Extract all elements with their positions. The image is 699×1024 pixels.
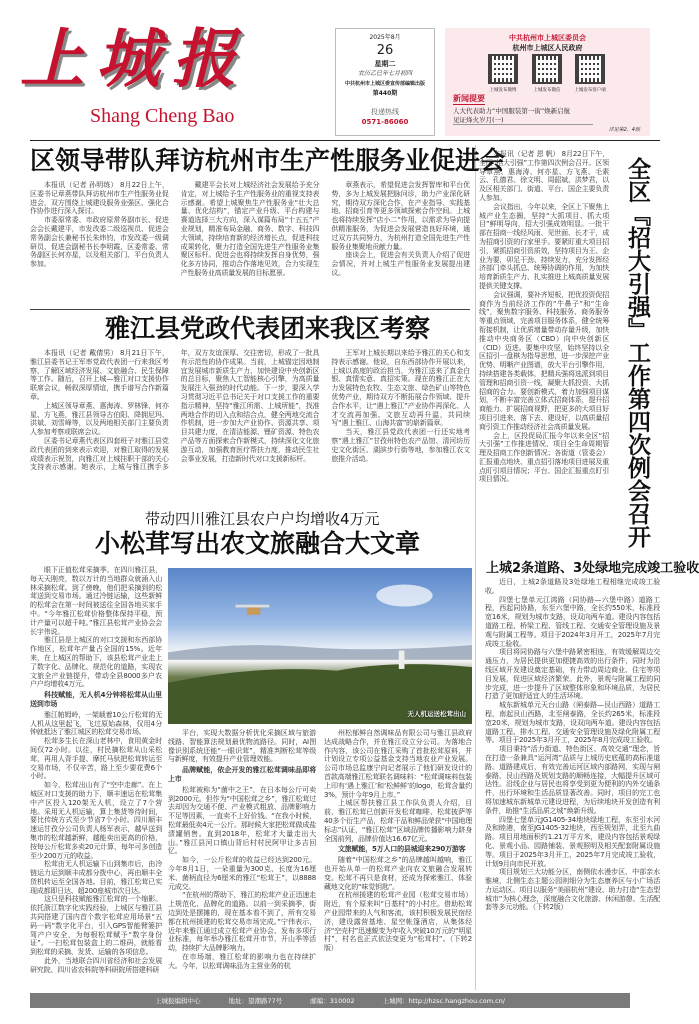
paragraph: 戴建平会长对上城经济社会发展给予充分肯定，对上城给予生产性服务业的重视支持表示感谢。希望上城聚焦生产性服务业“壮大总量、优化结构”，锚定产业升级、平台构建与赛道选择三大方向，深入谋篇布局“十五五”产业规划，精准布局金融、商务、数字、科技四大领域，持续培育新的经济增长点，促进科技成果转化，聚力打造全国先进生产性服务业集聚区标杆。促进会也将持续发挥自身优势，强化多方协同，推动合作落地见效，合力实现生产性服务业高质量发展的目标愿景。 [180,181,320,277]
divider [453,124,593,125]
see-pages-note: 详见第2、4版 [608,127,640,133]
issue-date: 2025年8月 [369,34,401,41]
issue-day: 26 [376,43,394,58]
kicker-a5: 带动四川雅江县农户户均增收4万元 [145,510,380,528]
paragraph: 上城区帮扶雅江县工作队负责人介绍，目前，雅江松茸已创新开发松茸咖啡、松茸披萨等40多个衍生产品，松茸干品和鲜品荣获“中国地理标志”认证，“雅江松茸”区域品牌传播影响力跻身全国前列，品牌价值达16.67亿元。 [324,799,472,843]
masthead-title: 上城报 [20,22,248,97]
paragraph: 在杭州援建的松茸产业园（松茸交易市场）附近，有个原来叫“日基村”的小村庄。借助松茸产业园带来的人气和客流，该村积极发展民宿经济，建设露营基地、星空帐篷酒店，从集体经济“空壳村”迅速蜕变为年收入突破10万元的“明星村”，村名也正式依法变更为“松茸村”。（下转2版） [324,891,472,953]
paragraph: 市委原常委、市政府原常务副市长、促进会会长戴建平，市发改委二级巡视员、促进会常务副会长兼秘书长朱炜钧，市发改委一级调研员、促进会副秘书长李明霞，区委常委、常务副区长何亦星，以及相关部门、平台负责人参加。 [30,216,169,269]
paragraph: 王军对上城长期以来给予雅江的关心和支持表示感谢。他说，自东西部协作开展以来，上城以高度的政治担当，为雅江送来了真金白银、真情实意、真招实策。现在的雅江正在大力发展特色农牧、生态文旅、绿色矿山等特色优势产业，期待双方不断拓展合作领域、提升合作水平，让“遇上雅江”产业协作再深化、人才交流再加强、文旅互动再升温，共同续写“遇上雅江、山海共富”的崭新篇章。 [331,349,470,428]
publisher: 中共杭州市上城区委宣传部编辑出版 [344,81,425,87]
news-brief-item[interactable]: 见证烽火岁月(一) [453,116,504,124]
qr-code-icon[interactable] [575,54,605,84]
paragraph: 本报讯（记者 恩 帆） 8月22日下午，全区“招大引强”工作第四次例会召开。区领导章燕、惠海涛、何亦星、方飞燕、毛素云、孔德君、徐文明、周韶斌、洪梦君，以及区相关部门、街道、平台、国企主要负责人参加。 [479,150,609,202]
paragraph: 松茸由无人机运输下山到集市后，由冷链运力运到顺丰成都分拨中心，再由顺丰全货机转运至全国各地。目前，雅江松茸已实现成都即日达、超200座城市次日达。 [30,860,162,895]
footer-bar [30,993,630,1008]
hotline-number: 0571-86060 [361,118,409,126]
headline-a5: 小松茸写出农文旅融合大文章 [95,529,421,558]
footer-address: 地址：望潮路77号 [228,997,283,1005]
headline-a2: 雅江县党政代表团来我区考察 [105,314,431,343]
masthead-logo [20,20,250,130]
article-a1-body [30,181,470,307]
paragraph: 松茸多生长在深山老林中，食用黄金时间仅72小时。以往，村民摘松茸从山采松茸，再用人背手提、摩托马驮把松茸转运至交易市场，不仅辛苦，路上至少要花费6个小时。 [30,737,162,781]
subheading: 品牌赋能，依企开发的雅江松茸调味品即将上市 [168,766,316,783]
drone-landscape-image [168,568,472,724]
paragraph: 本报讯（记者 戴倩男） 8月21日下午，雅江县委书记王军率党政代表团一行来我区考察，了解区域经济发展、文旅融合、民生保障等工作。随后，召开上城—雅江对口支援协作联席会议，畅叙深厚情谊，携手谱写合作新篇章。 [30,349,169,401]
headline-a3: 全区『招大引强』工作第四次例会召开 [624,157,650,548]
article-a5-col-b [168,729,316,971]
photo-caption: 无人机运送松茸出山 [407,710,466,718]
issue-weekday: 星期二 [374,60,396,68]
masthead-pinyin: Shang Cheng Bao [90,105,235,127]
paragraph: 项目将同协路与六堡中路紧密相连，有效缓解周边交通压力，为居民提供更加便捷高效的出行条件，同时为沿线区域开发建设奠定基础，有力带动周边商业、住宅等项目发展，促进区域经济繁荣。此外，景观与附属工程的同步完成，进一步提升了区域整体形象和环境品质，为居民打造了更加舒适宜人的生活环境。 [485,648,660,701]
paragraph: 四堡七堡单元JG1405-34地块绿地工程，东至引水河及和睦港，南至JG1405-32地块，西至规划弄，北至九曲路。项目用地面积约1.21万平方米，建设内容包括景观绿化、景观小品、园路铺装、景观照明及相关配套附属设施等。项目于2025年3月开工，2025年7月完成竣工验收，计划9月向市民开放。 [485,815,660,868]
paragraph: 近日，上城2条道路及3处绿地工程相继完成竣工验收。 [485,578,660,595]
sponsor-line-1: 中共杭州市上城区委员会 [509,34,586,42]
paragraph: 眼下正值松茸采摘季。在四川雅江县，每天天刚亮，数以万计的当地群众就涌入山林采摘松茸。到了傍晚，他们把采摘到的松茸送到交易市场。通过冷链运输，这些新鲜的松茸会在第一时间被送往全国各地买家手中。“今年雅江松茸价格整体保持平稳，预计产量可以超千吨。”雅江县松茸产业协会会长宇伟说。 [30,566,162,636]
sponsor-line-2: 杭州市上城区人民政府 [512,44,583,52]
headline-a1: 区领导带队拜访杭州市生产性服务业促进会 [30,146,506,175]
paragraph: 上城区领导章燕、惠海涛、罗林锋、何亦星、方飞燕，雅江县领导古伯阳、降拥尼玛、洪斌、刘雪峰等，以及两地相关部门主要负责人参加考察或联席会议。 [30,401,169,437]
headline-a4: 上城2条道路、3处绿地完成竣工验收 [486,561,699,576]
article-a2-body [30,349,470,505]
news-brief-item[interactable]: 人大代表助力“中国服装第一街”焕新启航 [453,107,571,115]
article-a3-body [479,150,609,484]
paragraph: 会上，区投促局汇报今年以来全区“招大引强”工作推进情况、项目全生命周期管理及招商工作创新情况；各街道（管委会）汇报重点地块、重点招引落地项目进展及重点盯引项目情况；平台、国企汇报重点盯引项目情况。 [479,431,609,484]
paragraph: 如今，一公斤松茸的收益已经达到200元。今年8月1日，一朵重量为300克、长度为16厘米、菌柄直径为6厘米的雅江“松茸王”，以8888元成交。 [168,856,316,891]
paragraph: 这只是科技赋能雅江松茸的一个缩影。依托浙江数字化实践经验，上城区与雅江县共同搭建了国内首个数字松茸应用场景“五码一码”数字化平台，引入GPS智能臂篓护驾产户安全，为每根松茸赋予“数字身份证”。一扫松茸包装盒上的二维码，就能看到松茸的采摘、发货、运输的各项信息。 [30,895,162,957]
sponsor-box [445,28,650,136]
issue-number: 第440期 [372,90,398,97]
qr-label: 上城发布微信 [533,88,561,93]
qr-label: 上城发布微博 [489,88,517,93]
column-divider [475,145,476,990]
paragraph: 当天，雅江县党政代表团一行还实地考察“遇上雅江”甘孜州特色农产品馆、清河坊历史文化街区、湖滨步行街等地，参加雅江农文旅推介活动。 [331,428,470,463]
header-rule [30,140,660,141]
paragraph: 松茸被称为“菌中之王”，在日本每公斤可卖到2000元。但作为“中国松茸之乡”，雅江松茸过去却因为交通不便、产业模式粗放、品牌影响力不足等因素，一直卖不上好价钱。“在我小时候，松茸最低卖4元一公斤。那时候大家把松茸做成盐渍罐销售。直到2018年，松茸才大量走出大山。”雅江县河口镇山背后村村民阿甲让多吉回忆。 [168,785,316,856]
footer-website-link[interactable]: 上城网：http://hzsc.hangzhou.com.cn/ [382,997,505,1005]
paragraph: 章燕表示，希望促进会发挥智库和平台优势，多为上城发展把脉问诊，助力产业深化研究，期待双方深化合作，在产业指导、实践基地、招商引育等更多领域探索合作空间。上城也将持续发挥“店小二”作用，以需求为导向提供精准服务，为促进会发展营造良好环境，通过双方共同努力，为杭州打造全国先进生产性服务业集聚地贡献力量。 [331,181,470,251]
paragraph: “在杭州的帮助下，雅江的松茸产业正迅速走上规范化、品牌化的道路。以前一到采摘季，街边到处是摆摊的，现在基本看不到了，所有交易都在杭州援建的松茸交易市场完成。”宁伟表示，近年来雅江通过成立松茸产业协会、发布多项行业标准，每年举办雅江松茸开市节、开山季等活动，持续扩大品牌影响力。 [168,891,316,953]
qr-code-icon[interactable] [488,54,518,84]
footer-postcode: 邮编：310002 [310,997,355,1005]
subheading: 文旅赋能，5万人口的县城迎来290万游客 [338,845,466,854]
paragraph: 城东新城单元天台山路（闸泰路—艮山西路）道路工程，南起艮山西路，北至闸泰路，全长约265米，标准段宽20米，规划为城市支路，设双向两车道。建设内容包括道路工程、排水工程、交通安全管理设施及绿化附属工程等。项目于2025年3月开工，2025年8月完成竣工验收。 [485,701,660,745]
paragraph: 区委书记章燕代表区四套班子对雅江县党政代表团的到来表示欢迎，对雅江取得的发展成绩表示祝贺，向雅江对上城挂职干部的关心支持表示感谢。她表示，上城与雅江携手多年，双方友谊深厚、交往密切，形成了一批具有示范性的协作成果。当前，上城锚定因地制宜发展城市新质生产力、加快建设中央创新区的总目标，聚焦人工智能核心引擎，为高质量发展注入强劲的时代动能。下一步，要深入学习贯彻习近平总书记关于对口支援工作的重要指示精神，坚持“雅江所需、上城所能”，找准两地合作的切入点和结合点，健全两地交流合作机制，进一步加大产业协作、资源共享、项目共建力度，在清洁能源、锂矿资源、特色农产品等方面探索合作新模式，持续深化文化旅游互动，加强教育医疗帮扶力度，推动民生社会事业发展，打造新时代对口支援新标杆。 [30,349,320,472]
news-brief-title: 新闻提要 [453,94,485,103]
qr-label: 上城发布客户端 [574,88,606,93]
paragraph: 四堡七堡单元江鸿路（同协路—六堡中路）道路工程，西起同协路，东至六堡中路，全长约550米，标准段宽16米，规划为城市支路，设双向两车道。建设内容包括道路工程、桥梁工程、管线工程、交通安全管理设施及景观与附属工程等。项目于2024年3月开工，2025年7月完成竣工验收。 [485,595,660,648]
article-a5-col-a [30,566,162,975]
qr-code-icon[interactable] [532,54,562,84]
paragraph: 随着“中国松茸之乡”的品牌越叫越响，雅江也开始从单一的松茸产业向农文旅融合发展转变。松茸不再只是食材，还成为探索雅江、体验藏地文化的“味觉钥匙”。 [324,856,472,891]
paragraph: 项目秉持“活力街道、特色街区、高效交通”理念，旨在打造一条兼具“运河湾”品质与上城历史底蕴的高标准道路。道路建成后，有效完善运河区域内部路网，实现与闸泰路、艮山西路及规划支路的顺畅连接，大幅提升区域可达性。沿线企业与居民也将享受到更为便利的内外交通条件，出行环境和生活品质显著改善。同时，项目的完工也将加速城东新城单元建设进程，为后续地块开发创造有利条件，助推“生活品质之城”焕新升级。 [485,745,660,815]
issue-info-box [335,28,435,136]
footer-editorial: 上城报编辑中心 [155,997,201,1005]
article-a4-body [485,578,660,912]
paragraph: 如今，松茸出山有了“空中走廊”。在上城区对口支援的助力下，顺丰速运在松茸集中产区投入120架无人机，设立了7个营地。采用无人机运输，算上集货等待时间，要比传统方式至少节省7个小时。四川顺丰速运甘孜分公司负责人杨军表示，越早送到集市的松茸越新鲜，越能卖出更高的价格，按每公斤松茸多卖20元计算，每年可多创造至少200万元的收益。 [30,781,162,860]
drone-photo [168,568,472,724]
subheading: 科技赋能，无人机4分钟将松茸从山里送到市场 [30,691,162,708]
article-a5-col-c [324,729,472,953]
divider [30,309,470,310]
paragraph: 此外，当地联合四川省经济和社会发展研究院、四川省农科院等科研院所搭建科研 [30,957,162,974]
paragraph: 雅江县是上城区的对口支援和东西部协作地区，松茸年产量占全国的15%。近年来，在上城区的帮助下，该县松茸产业走上了数字化、品牌化、规范化的道路，实现农文旅全产业链提升，带动全县8000多户农户户均增收4万元。 [30,636,162,689]
lunar-date: 农历乙巳年七月初四 [357,70,412,77]
paragraph: 会议指出，今年以来，全区上下聚焦上城产业生态圈，坚持“大抓项目、抓大项目”鲜明导向，招大引强成效明显。一批干部在招商一线经风雨、见世面、长才干，成为招商引资的行家里手。要紧盯重大项目招引，紧抓招商引资质效，坚持项目为王、企业为要，卯足干劲、持续发力，充分发挥经济部门牵头抓总、统筹协调的作用，为加快培育新质生产力、扎实推进上城高质量发展提供关键支撑。 [479,202,609,290]
paragraph: 会议强调，要补齐短板，把优投资促招商作为当前经济工作的“牛鼻子”和“生命线”，聚焦数字服务、科技服务、商务服务等重点领域，完善项目服务体系，健全统筹衔接机制，让优质增量带动存量升级，加快推动中央商务区（CBD）向中央创新区（CID）迈进。要集中攻坚，始终坚持以全区招引一盘棋为指导思想，进一步深挖产业优势、明晰产业图谱，放大平台引擎作用，持续搭建各类载体，把精兵强将选派到项目管理和招商引资一线，凝聚大抓投资、大抓招商的合力。要创新模式，着力加强项目谋划，不断丰富完善立体式招商体系，提升招商能力、扩展招商视野，把更多的大项目好项目引进来、落下去、建设好，以高质量招商引资工作推动经济社会高质量发展。 [479,290,609,431]
paragraph: 项目规划三大功能分区，南侧依水漫步区、中部亲水雅境，北侧生态主题公园则细分为生态康养区与小广场活力运动区。项目以服务“美丽杭州”建设、助力打造“生态型城市”为核心理念，深度融合文化旅游、休闲游憩、生活配套等多元功能。（下转2版） [485,868,660,912]
paragraph: 平台，实现大数据分析优化采摘区域与旅游线路、智能算法规划最优物流路径。同时，AI图像识别系统还能“一眼识茸”，精准判断松茸等级与新鲜度，有效提升产业管理效能。 [168,729,316,764]
paragraph: 雅江帕姆岭，一架载着10公斤松茸的无人机从这里起飞，飞过原始森林，仅用4分钟就抵达了雅江城区的松茸交易市场。 [30,710,162,737]
paragraph: 本报讯（记者 孙明练） 8月22日上午，区委书记章燕带队拜访杭州市生产性服务业促进会，双方围绕上城建设服务业强区、强化合作协作进行深入探讨。 [30,181,169,216]
paragraph: 州松郁鲜自然调味品有限公司与雅江县政府达成战略合作，并在雅江设立分公司。为落地合作内容，该公司在雅江采购了首批松茸原料，并计划设立专项公益基金支持当地农业产业发展。公司市场总监康宁向记者展示了他们研发设计的首款高端雅江松茸联名调味料：“松茸调味料包装上印有‘遇上雅江’和‘松鲜鲜’的logo，松茸含量约3%，预计今年9月上市。” [324,729,472,799]
hotline-label: 投递热线 [371,108,399,116]
paragraph: 在市场端，雅江松茸的影响力也在持续扩大。今年，以松茸调味品为主营业务的杭 [168,952,316,970]
paragraph: 座谈会上，促进会有关负责人介绍了促进会情况，并对上城生产性服务业发展提出建议。 [331,251,470,277]
